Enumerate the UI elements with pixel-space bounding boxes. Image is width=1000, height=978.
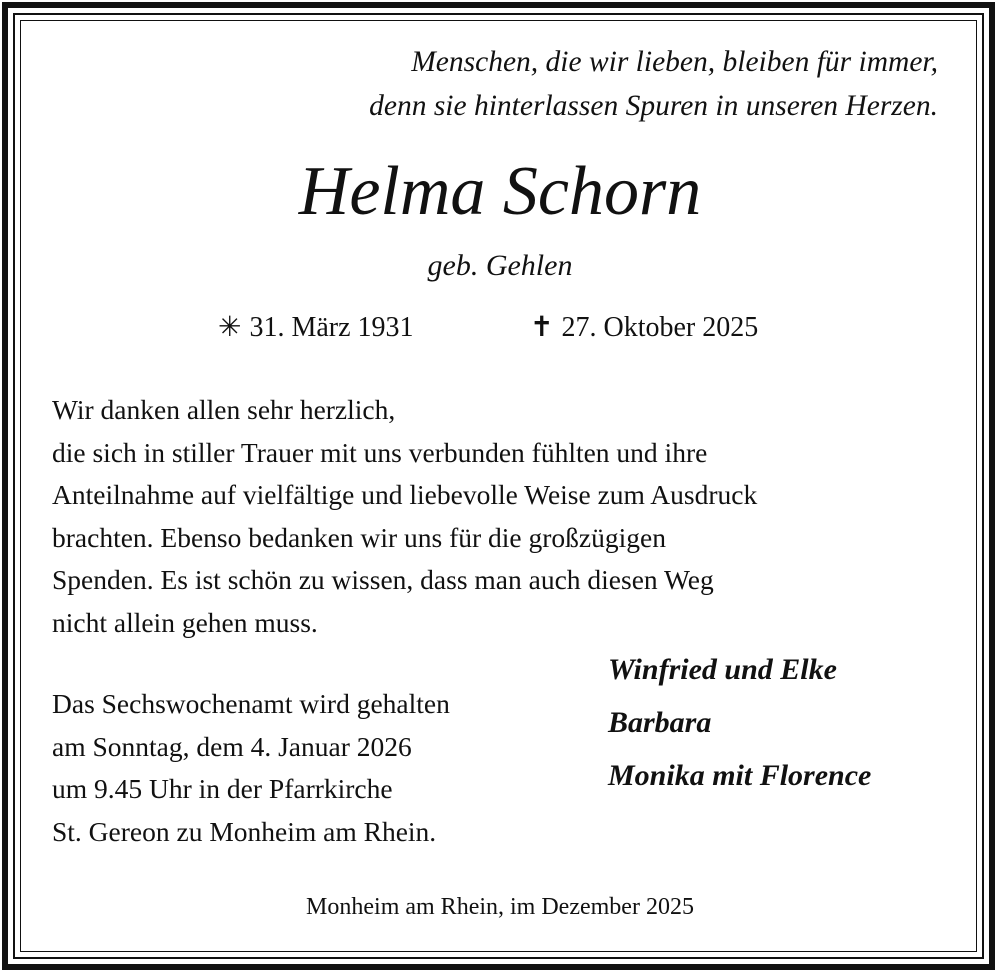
death-date-group xyxy=(530,308,758,348)
thanks-line: Anteilnahme auf vielfältige und liebevolle Weise zum Ausdruck xyxy=(52,479,758,510)
thanks-line: die sich in stiller Trauer mit uns verbunden fühlten und ihre xyxy=(52,436,708,468)
memorial-quote xyxy=(369,40,938,128)
thanks-line: Spenden. Es ist schön zu wissen, dass man auch diesen Weg xyxy=(52,564,714,595)
thanks-line: nicht allein gehen muss. xyxy=(52,606,318,638)
thanks-line: brachten. Ebenso bedanken wir uns für die großzügigen xyxy=(52,521,666,553)
thanks-paragraph xyxy=(52,389,757,644)
life-dates xyxy=(0,308,1000,348)
service-line: St. Gereon zu Monheim am Rhein. xyxy=(52,815,437,847)
thanks-line: Wir danken allen sehr herzlich, xyxy=(52,394,396,425)
service-line: am Sonntag, dem 4. Januar 2026 xyxy=(52,730,412,762)
service-announcement xyxy=(52,683,450,853)
birth-star-icon: ✳ xyxy=(218,312,242,343)
family-signatures xyxy=(608,643,871,802)
birth-date: 31. März 1931 xyxy=(249,312,414,343)
deceased-name: Helma Schorn xyxy=(298,153,702,230)
service-line: Das Sechswochenamt wird gehalten xyxy=(52,688,450,719)
service-line: um 9.45 Uhr in der Pfarrkirche xyxy=(52,773,393,804)
family-line: Monika mit Florence xyxy=(608,759,872,792)
maiden-name: geb. Gehlen xyxy=(427,249,573,282)
quote-line: Menschen, die wir lieben, bleiben für immer, xyxy=(411,46,938,78)
death-cross-icon: ✝ xyxy=(530,312,554,343)
birth-date-group xyxy=(218,308,414,348)
death-date: 27. Oktober 2025 xyxy=(561,312,759,343)
family-line: Winfried und Elke xyxy=(608,653,837,686)
quote-line: denn sie hinterlassen Spuren in unseren Herzen. xyxy=(369,90,938,122)
family-line: Barbara xyxy=(608,706,712,739)
place-and-date: Monheim am Rhein, im Dezember 2025 xyxy=(306,894,694,920)
